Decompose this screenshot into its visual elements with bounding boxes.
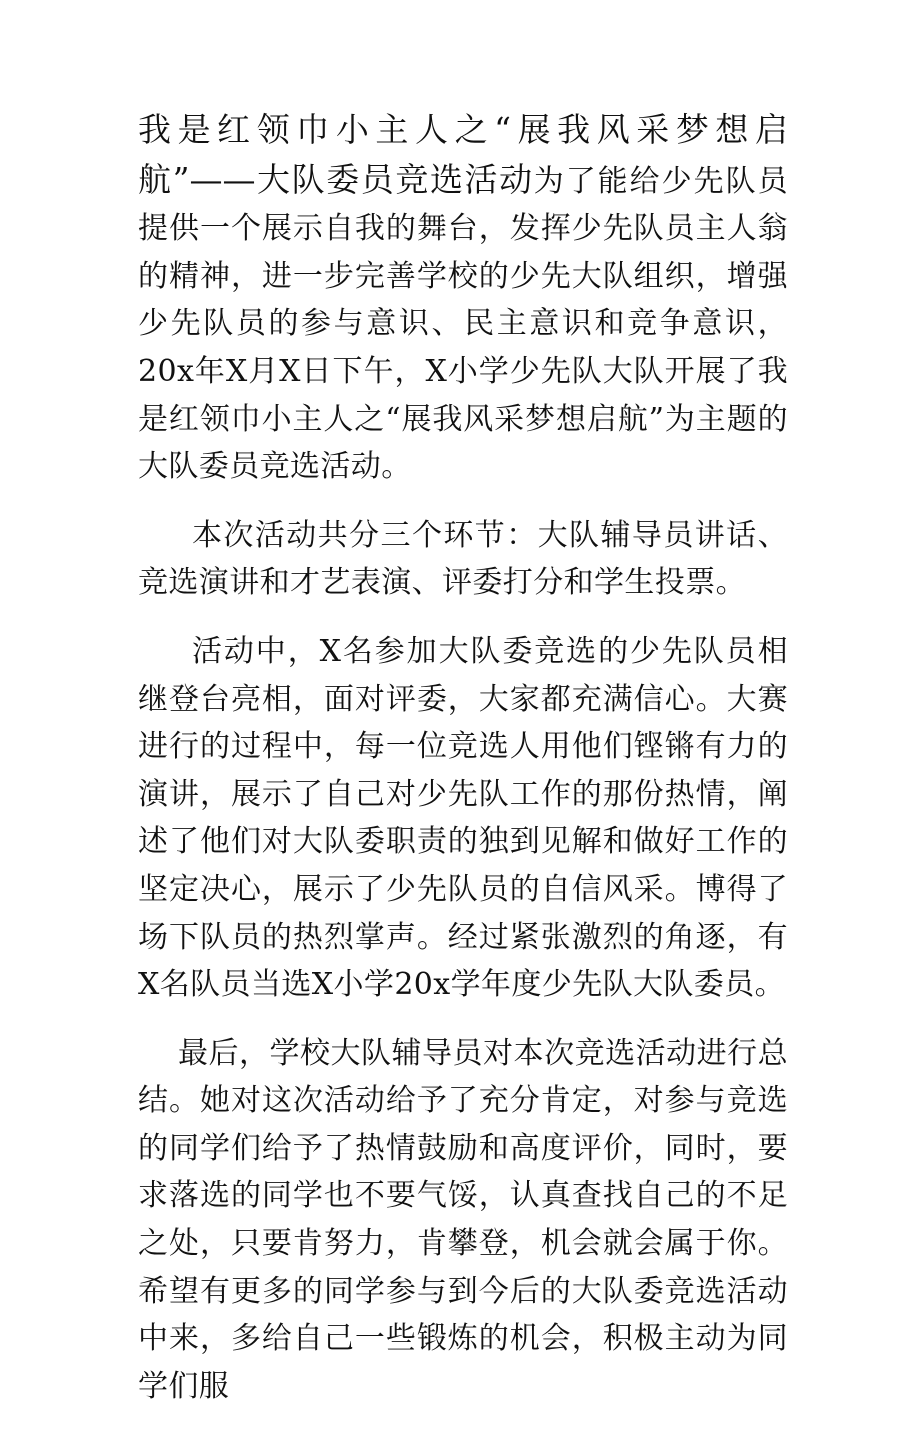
paragraph-3: 最后，学校大队辅导员对本次竞选活动进行总结。她对这次活动给予了充分肯定，对参与竞选的同学们给予了热情鼓励和高度评价，同时，要求落选的同学也不要气馁，认真查找自己的不足之处，只要肯努力，肯攀登，机会就会属于你。希望有更多的同学参与到今后的大队委竞选活动中来，多给自己一些锻炼的机会，积极主动为同学们服 [138, 1035, 788, 1404]
paragraph-1: 本次活动共分三个环节：大队辅导员讲话、竞选演讲和才艺表演、评委打分和学生投票。 [138, 517, 788, 601]
paragraph-2: 活动中，X名参加大队委竞选的少先队员相继登台亮相，面对评委，大家都充满信心。大赛进行的过程中，每一位竞选人用他们铿锵有力的演讲，展示了自己对少先队工作的那份热情，阐述了他们对大队委职责的独到见解和做好工作的坚定决心，展示了少先队员的自信风采。博得了场下队员的热烈掌声。经过紧张激烈的角逐，有X名队员当选X小学20x学年度少先队大队委员。 [138, 633, 788, 1003]
title-paragraph [138, 106, 788, 491]
intro-text: 为了能给少先队员提供一个展示自我的舞台，发挥少先队员主人翁的精神，进一步完善学校的少先大队组织，增强少先队员的参与意识、民主意识和竞争意识，20x年X月X日下午，X小学少先队大队开展了我是红领巾小主人之“展我风采梦想启航”为主题的大队委员竞选活动。 [138, 163, 789, 485]
document-body [138, 106, 788, 1431]
document-title: 我是红领巾小主人之“展我风采梦想启航”——大队委员竞选活动 [138, 110, 788, 199]
